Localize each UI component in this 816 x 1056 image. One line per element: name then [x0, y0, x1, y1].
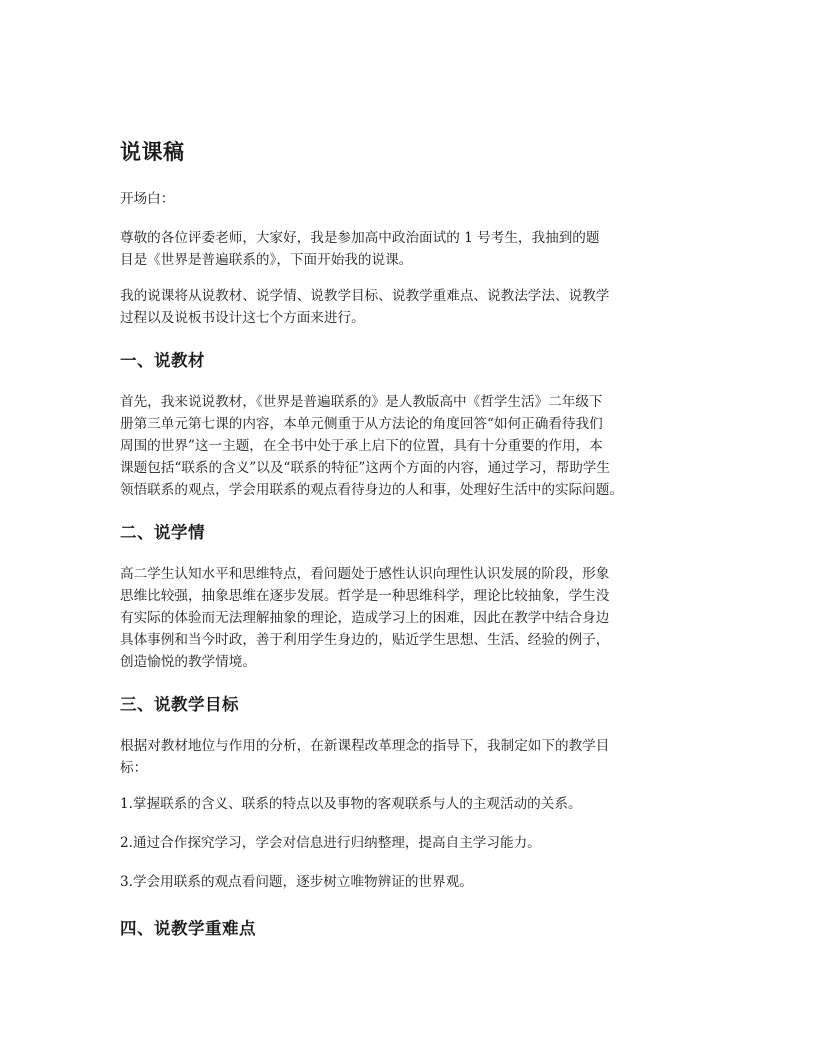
text-line: 标： [120, 760, 148, 776]
objective-item-2: 2.通过合作探究学习，学会对信息进行归纳整理，提高自主学习能力。 [120, 835, 541, 851]
text-line: 册第三单元第七课的内容，本单元侧重于从方法论的角度回答“如何正确看待我们 [120, 416, 603, 432]
text-line: 我的说课将从说教材、说学情、说教学目标、说教学重难点、说教法学法、说教学 [120, 288, 610, 304]
section-heading-textbook: 一、说教材 [120, 351, 205, 370]
text-line: 有实际的体验而无法理解抽象的理论，造成学习上的困难，因此在教学中结合身边 [120, 610, 610, 626]
text-line: 过程以及说板书设计这七个方面来进行。 [120, 310, 365, 326]
section-heading-objectives: 三、说教学目标 [120, 695, 239, 714]
document-page [120, 136, 720, 959]
text-line: 课题包括“联系的含义”以及“联系的特征”这两个方面的内容，通过学习，帮助学生 [120, 460, 610, 476]
text-line: 领悟联系的观点，学会用联系的观点看待身边的人和事，处理好生活中的实际问题。 [120, 482, 623, 498]
text-line: 首先，我来说说教材，《世界是普遍联系的》是人教版高中《哲学生活》二年级下 [120, 394, 603, 410]
objective-item-3: 3.学会用联系的观点看问题，逐步树立唯物辨证的世界观。 [120, 874, 473, 890]
opening-label: 开场白： [120, 191, 175, 207]
overview-paragraph [120, 285, 720, 329]
text-line: 周围的世界”这一主题，在全书中处于承上启下的位置，具有十分重要的作用，本 [120, 438, 603, 454]
text-line: 目是《世界是普遍联系的》，下面开始我的说课。 [120, 252, 413, 268]
text-line: 创造愉悦的教学情境。 [120, 654, 256, 670]
students-paragraph [120, 563, 720, 673]
objective-item-1: 1.掌握联系的含义、联系的特点以及事物的客观联系与人的主观活动的关系。 [120, 796, 582, 812]
intro-paragraph [120, 227, 720, 271]
objectives-paragraph [120, 735, 720, 779]
text-line: 具体事例和当今时政，善于利用学生身边的，贴近学生思想、生活、经验的例子， [120, 632, 610, 648]
text-line: 尊敬的各位评委老师，大家好，我是参加高中政治面试的 1 号考生，我抽到的题 [120, 230, 600, 246]
text-line: 高二学生认知水平和思维特点，看问题处于感性认识向理性认识发展的阶段，形象 [120, 566, 610, 582]
section-heading-students: 二、说学情 [120, 523, 205, 542]
document-title: 说课稿 [120, 140, 185, 164]
section-heading-key-points: 四、说教学重难点 [120, 919, 256, 938]
text-line: 思维比较强，抽象思维在逐步发展。哲学是一种思维科学，理论比较抽象，学生没 [120, 588, 610, 604]
text-line: 根据对教材地位与作用的分析，在新课程改革理念的指导下，我制定如下的教学目 [120, 738, 610, 754]
textbook-paragraph [120, 391, 720, 501]
